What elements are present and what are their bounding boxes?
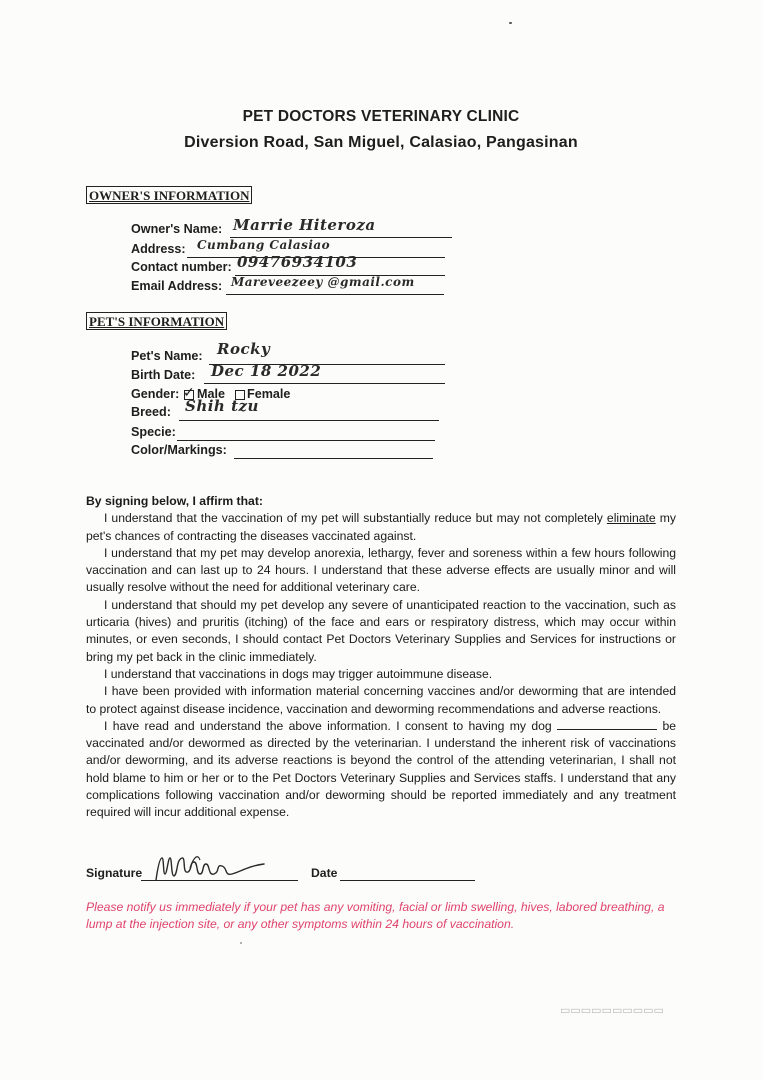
pet-color-row	[131, 443, 435, 461]
pet-birth-line	[204, 383, 445, 384]
dog-name-blank[interactable]	[557, 719, 657, 730]
pet-birth-field[interactable]: Dec 18 2022	[211, 362, 322, 380]
gender-female-label: Female	[247, 387, 291, 401]
affirm-paragraph-3: I understand that should my pet develop any severe of unanticipated reaction to the vaccination, such as urticaria (hives) and pruritis (itching) of the face and ears or respiratory distress, which may occur within minutes, or even seconds, I should contact Pet Doctors Veterinary Supplies and Services for instructions or bring my pet back in the clinic immediately.	[86, 597, 676, 664]
pet-color-label: Color/Markings:	[131, 443, 227, 457]
pet-birth-label: Birth Date:	[131, 368, 196, 382]
pet-specie-row	[131, 425, 437, 443]
pet-specie-label: Specie:	[131, 425, 176, 439]
post-vaccination-notice: Please notify us immediately if your pet has any vomiting, facial or limb swelling, hives, labored breathing, a lump at the injection site, or any other symptoms within 24 hours of vaccination.	[86, 900, 665, 931]
check-mark-icon: ✓	[183, 384, 195, 400]
pet-breed-label: Breed:	[131, 405, 171, 419]
owner-address-field[interactable]: Cumbang Calasiao	[197, 238, 331, 252]
paper-speck	[509, 22, 512, 24]
owner-contact-field[interactable]: 09476934103	[237, 253, 358, 271]
affirm-p1-underlined: eliminate	[606, 511, 656, 526]
pet-birth-row	[131, 362, 447, 386]
pet-breed-line	[179, 420, 439, 421]
owner-contact-label: Contact number:	[131, 260, 232, 274]
owner-email-field[interactable]: Mareveezeey @gmail.com	[231, 275, 415, 289]
pet-breed-row	[131, 397, 441, 423]
pet-name-field[interactable]: Rocky	[217, 340, 271, 358]
affirm-p1-start: I understand that the vaccination of my pet will substantially reduce but may not completely	[104, 511, 607, 526]
pet-specie-field[interactable]	[177, 440, 435, 441]
clinic-address: Diversion Road, San Miguel, Calasiao, Pangasinan	[184, 134, 578, 151]
affirm-p6-start: I have read and understand the above information. I consent to having my dog	[104, 718, 552, 733]
affirm-paragraph-4: I understand that vaccinations in dogs may trigger autoimmune disease.	[104, 666, 493, 681]
affirmation-text	[86, 493, 676, 822]
date-field[interactable]	[340, 880, 475, 881]
owner-email-line	[226, 294, 444, 295]
affirm-paragraph-5: I have been provided with information material concerning vaccines and/or deworming that are intended to protect against disease incidence, vaccination and deworming recommendations and adverse reactions.	[86, 684, 676, 716]
signature-label: Signature	[86, 866, 143, 880]
owner-name-field[interactable]: Marrie Hiteroza	[233, 216, 376, 234]
gender-male-label: Male	[197, 387, 225, 401]
owner-section-title: OWNER'S INFORMATION	[86, 186, 252, 204]
pet-section-title: PET'S INFORMATION	[86, 312, 227, 330]
owner-email-label: Email Address:	[131, 279, 223, 293]
pet-name-label: Pet's Name:	[131, 349, 203, 363]
pet-gender-label: Gender:	[131, 387, 180, 401]
affirm-p1-end: my pet's chances of contracting the diseases vaccinated against.	[86, 511, 676, 543]
pet-color-field[interactable]	[234, 458, 433, 459]
handwritten-signature[interactable]	[152, 852, 272, 886]
affirm-p6-end: be vaccinated and/or dewormed as directed by the veterinarian. I understand the inherent risk of vaccinations and/or deworming, and its adverse reactions is beyond the control of the attending veterinarian, I shall not hold blame to him or her or to the Pet Doctors Veterinary Supplies and Services staffs. I understand that any complications following vaccination and/or deworming should be reported immediately and any treatment required will incur additional expense.	[86, 718, 676, 820]
paper-speck	[240, 942, 242, 944]
clinic-name: PET DOCTORS VETERINARY CLINIC	[242, 108, 520, 125]
owner-address-label: Address:	[131, 242, 186, 256]
owner-email-row	[131, 275, 447, 297]
date-label: Date	[311, 866, 338, 880]
affirm-paragraph-1	[86, 510, 676, 545]
bleed-through-mark: ▭▭▭▭▭▭▭▭▭▭	[560, 1005, 664, 1017]
signature-row	[86, 860, 686, 890]
owner-name-label: Owner's Name:	[131, 222, 223, 236]
affirm-paragraph-6	[86, 718, 676, 822]
affirm-paragraph-2: I understand that my pet may develop anorexia, lethargy, fever and soreness within a few hours following vaccination and can last up to 24 hours. I understand that these adverse effects are usually minor and will usually resolve without the need for additional veterinary care.	[86, 545, 676, 595]
affirmation-lead: By signing below, I affirm that:	[86, 494, 263, 508]
pet-gender-row	[131, 384, 391, 405]
pet-breed-field[interactable]: Shih tzu	[185, 397, 259, 415]
